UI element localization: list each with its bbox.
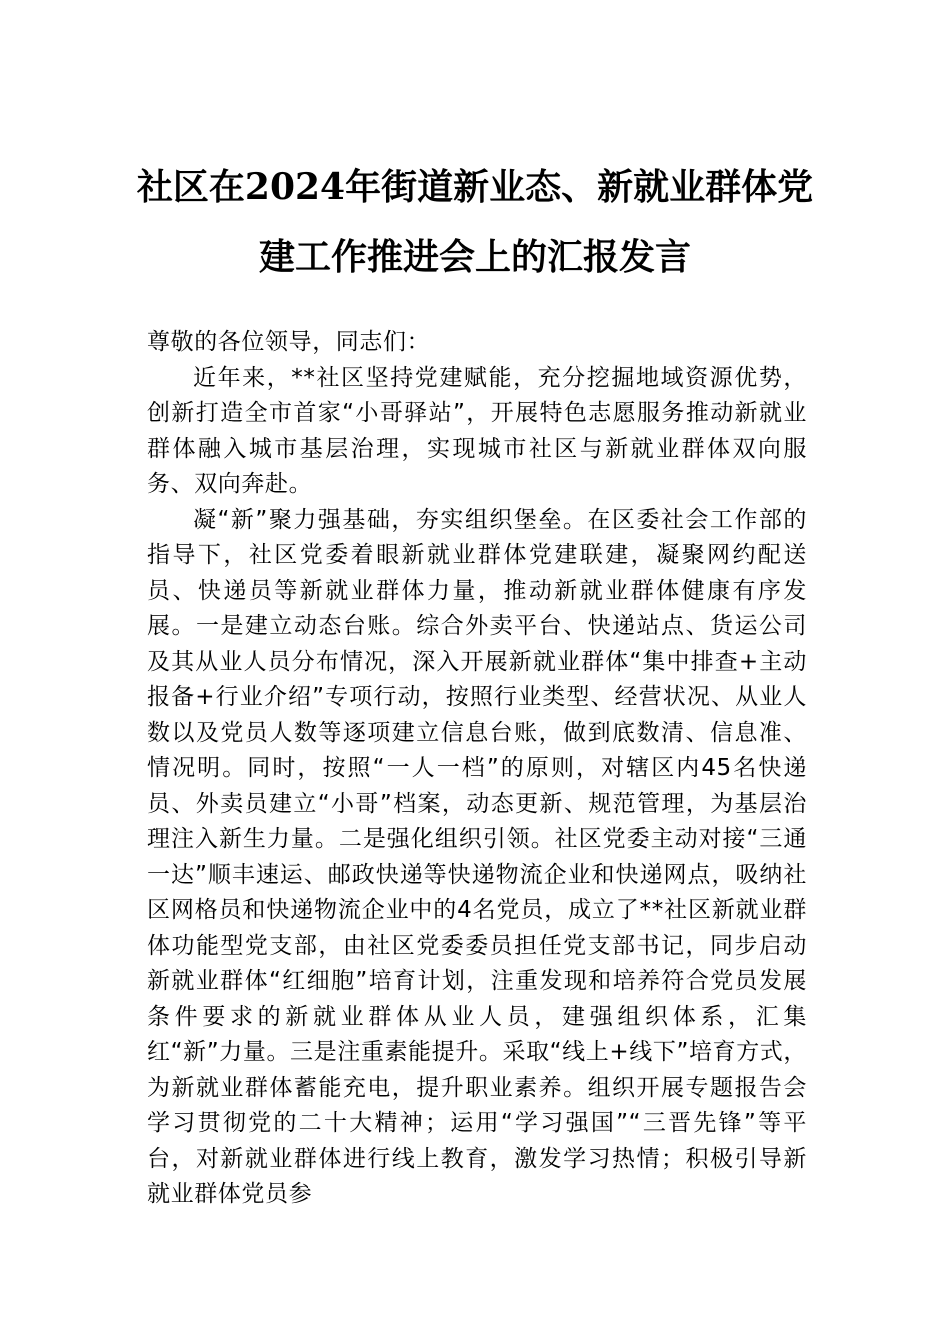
document-title-line-2: 建工作推进会上的汇报发言 bbox=[258, 236, 691, 278]
paragraph-organization: 凝“新”聚力强基础，夯实组织堡垒。在区委社会工作部的指导下，社区党委着眼新就业群体党建联建，凝聚网约配送员、快递员等新就业群体力量，推动新就业群体健康有序发展。一是建立动态台账。综合外卖平台、快递站点、货运公司及其从业人员分布情况，深入开展新就业群体“集中排查+主动报备+行业介绍”专项行动，按照行业类型、经营状况、从业人数以及党员人数等逐项建立信息台账，做到底数清、信息准、情况明。同时，按照“一人一档”的原则，对辖区内45名快递员、外卖员建立“小哥”档案，动态更新、规范管理，为基层治理注入新生力量。二是强化组织引领。社区党委主动对接“三通一达”顺丰速运、邮政快递等快递物流企业和快递网点，吸纳社区网格员和快递物流企业中的4名党员，成立了**社区新就业群体功能型党支部，由社区党委委员担任党支部书记，同步启动新就业群体“红细胞”培育计划，注重发现和培养符合党员发展条件要求的新就业群体从业人员，建强组织体系，汇集红“新”力量。三是注重素能提升。采取“线上+线下”培育方式，为新就业群体蓄能充电，提升职业素养。组织开展专题报告会学习贯彻党的二十大精神；运用“学习强国”“三晋先锋”等平台，对新就业群体进行线上教育，激发学习热情；积极引导新就业群体党员参 bbox=[147, 506, 807, 1207]
document-body bbox=[147, 325, 807, 1213]
document-title-line-1: 社区在2024年街道新业态、新就业群体党 bbox=[136, 166, 814, 208]
salutation: 尊敬的各位领导，同志们： bbox=[147, 329, 431, 355]
paragraph-intro: 近年来，**社区坚持党建赋能，充分挖掘地域资源优势，创新打造全市首家“小哥驿站”，开展特色志愿服务推动新就业群体融入城市基层治理，实现城市社区与新就业群体双向服务、双向奔赴。 bbox=[147, 364, 807, 497]
